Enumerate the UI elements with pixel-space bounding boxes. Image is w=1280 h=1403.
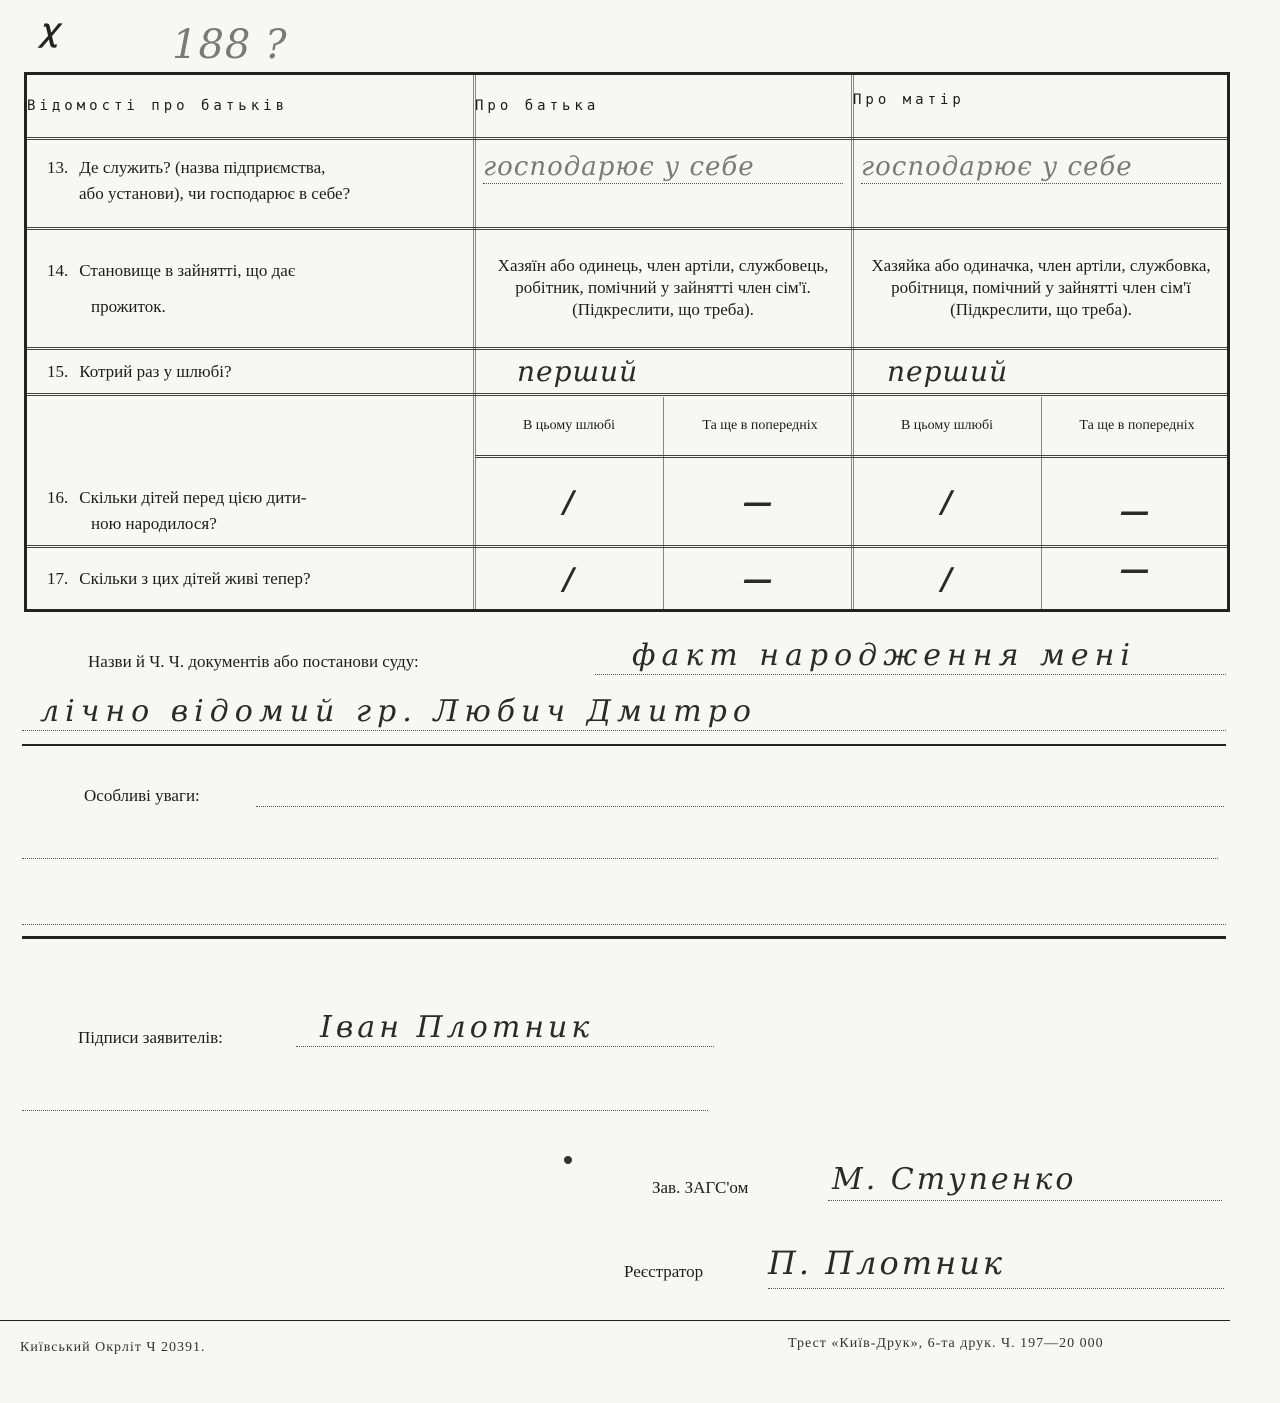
sheet-number: 188 ?: [172, 22, 288, 68]
footer-censor-note: Київський Окрліт Ч 20391.: [20, 1340, 206, 1355]
subheader-mother-previous: Та ще в попередніх: [1079, 417, 1195, 433]
applicants-label: Підписи заявителів:: [78, 1028, 223, 1047]
column-divider: [663, 397, 664, 609]
footer-printer-note: Трест «Київ-Друк», 6-та друк. Ч. 197—20 000: [788, 1336, 1104, 1351]
remarks-label: Особливі уваги:: [84, 786, 200, 805]
column-divider: [1041, 397, 1042, 609]
row-divider: [27, 227, 1227, 230]
children-born-father-prev[interactable]: —: [742, 484, 774, 520]
head-label: Зав. ЗАГС'ом: [652, 1178, 749, 1197]
header-father-cell: [475, 75, 851, 137]
father-employment-status-options[interactable]: Хазяїн або одинець, член артіли, службовець, робітник, помічний у зайнятті член сім'ї. (Підкреслити, що треба).: [497, 255, 829, 320]
children-born-mother-this[interactable]: /: [941, 484, 953, 520]
question-14: 14. Становище в зайнятті, що дає прожиток.: [47, 261, 296, 316]
row-divider: [27, 545, 1227, 548]
documents-field-line2[interactable]: лічно відомий гр. Любич Дмитро: [40, 694, 757, 729]
children-living-father-this[interactable]: /: [563, 561, 575, 597]
header-mother-cell: [853, 75, 1227, 125]
remarks-field[interactable]: [256, 784, 1224, 808]
header-info: Відомості про батьків: [27, 98, 289, 114]
mother-occupation-field[interactable]: господарює у себе: [861, 152, 1133, 182]
subheader-father-previous: Та ще в попередніх: [702, 417, 818, 433]
row-divider: [27, 347, 1227, 350]
remarks-field-line2[interactable]: [22, 858, 1218, 859]
documents-label: Назви й Ч. Ч. документів або постанови суду:: [88, 652, 419, 671]
row-divider: [475, 455, 1227, 458]
applicants-signature-field[interactable]: Іван Плотник: [320, 1010, 594, 1045]
applicants-signature-line2[interactable]: [22, 1110, 708, 1111]
children-born-father-this[interactable]: /: [563, 484, 575, 520]
header-info-cell: [27, 75, 473, 137]
question-16: 16. Скільки дітей перед цією дити- ною народилося?: [47, 488, 307, 534]
remarks-field-line3[interactable]: [22, 924, 1226, 925]
documents-field-line1[interactable]: факт народження мені: [632, 638, 1136, 673]
ink-spot: [564, 1156, 572, 1164]
parents-info-table: [24, 72, 1230, 612]
question-17: 17. Скільки з цих дітей живі тепер?: [47, 568, 311, 588]
children-living-mother-prev[interactable]: —: [1119, 551, 1151, 587]
father-marriage-count-field[interactable]: перший: [517, 354, 639, 388]
header-father: Про батька: [475, 98, 600, 114]
head-signature-field[interactable]: М. Ступенко: [832, 1162, 1077, 1197]
children-living-mother-this[interactable]: /: [941, 561, 953, 597]
question-15: 15. Котрий раз у шлюбі?: [47, 361, 232, 381]
subheader-mother-this-marriage: В цьому шлюбі: [900, 417, 994, 433]
registrar-signature-field[interactable]: П. Плотник: [768, 1244, 1005, 1282]
row-divider: [27, 393, 1227, 396]
children-born-mother-prev[interactable]: —: [1119, 493, 1151, 529]
mother-marriage-count-field[interactable]: перший: [887, 354, 1009, 388]
father-occupation-field[interactable]: господарює у себе: [483, 152, 755, 182]
row-divider: [27, 137, 1227, 140]
question-13: 13. Де служить? (назва підприємства, або установи), чи господарює в себе?: [47, 158, 351, 204]
children-living-father-prev[interactable]: —: [742, 561, 774, 597]
header-mother: Про матір: [853, 92, 965, 108]
registrar-label: Реєстратор: [624, 1262, 704, 1281]
corner-mark: ꭓ: [40, 13, 58, 48]
subheader-father-this-marriage: В цьому шлюбі: [522, 417, 616, 433]
mother-employment-status-options[interactable]: Хазяйка або одиначка, член артіли, службовка, робітниця, помічний у зайнятті член сім'ї (Підкреслити, що треба).: [871, 255, 1211, 320]
